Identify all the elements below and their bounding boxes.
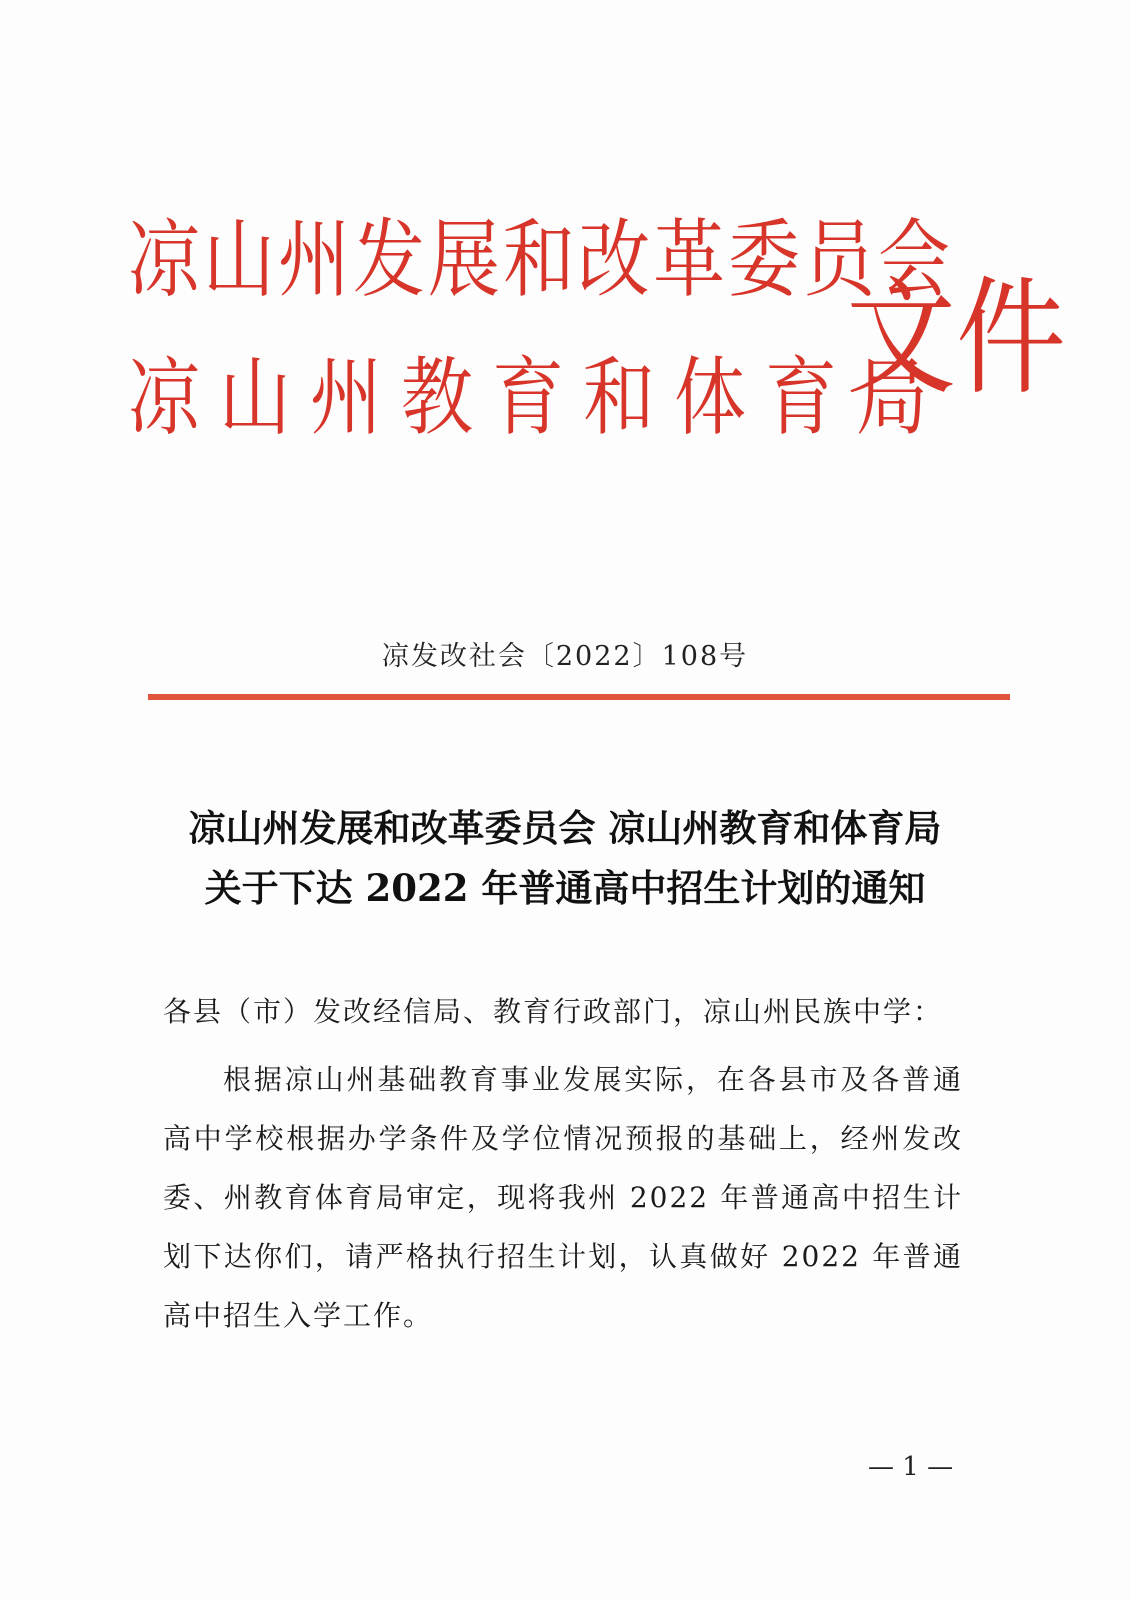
- title-line-1: 凉山州发展和改革委员会 凉山州教育和体育局: [188, 806, 942, 850]
- document-type-label: 文件: [846, 264, 1066, 412]
- document-title: [0, 798, 1130, 918]
- page-number: — 1 —: [868, 1452, 954, 1482]
- red-masthead: [128, 205, 1066, 475]
- document-number: 凉发改社会〔2022〕108号: [381, 641, 749, 672]
- salutation: 各县（市）发改经信局、教育行政部门，凉山州民族中学：: [163, 995, 944, 1028]
- issuer-name-1: 凉山州发展和改革委员会: [128, 209, 954, 310]
- red-separator-line: [148, 694, 1010, 700]
- issuer-name-2: 凉山州教育和体育局: [128, 347, 948, 448]
- body-paragraph: 根据凉山州基础教育事业发展实际，在各县市及各普通高中学校根据办学条件及学位情况预报的基础上，经州发改委、州教育体育局审定，现将我州 2022 年普通高中招生计划下达你们，请严格执行招生计划，认真做好 2022 年普通高中招生入学工作。: [163, 1063, 963, 1332]
- title-line-2: 关于下达 2022 年普通高中招生计划的通知: [204, 866, 926, 910]
